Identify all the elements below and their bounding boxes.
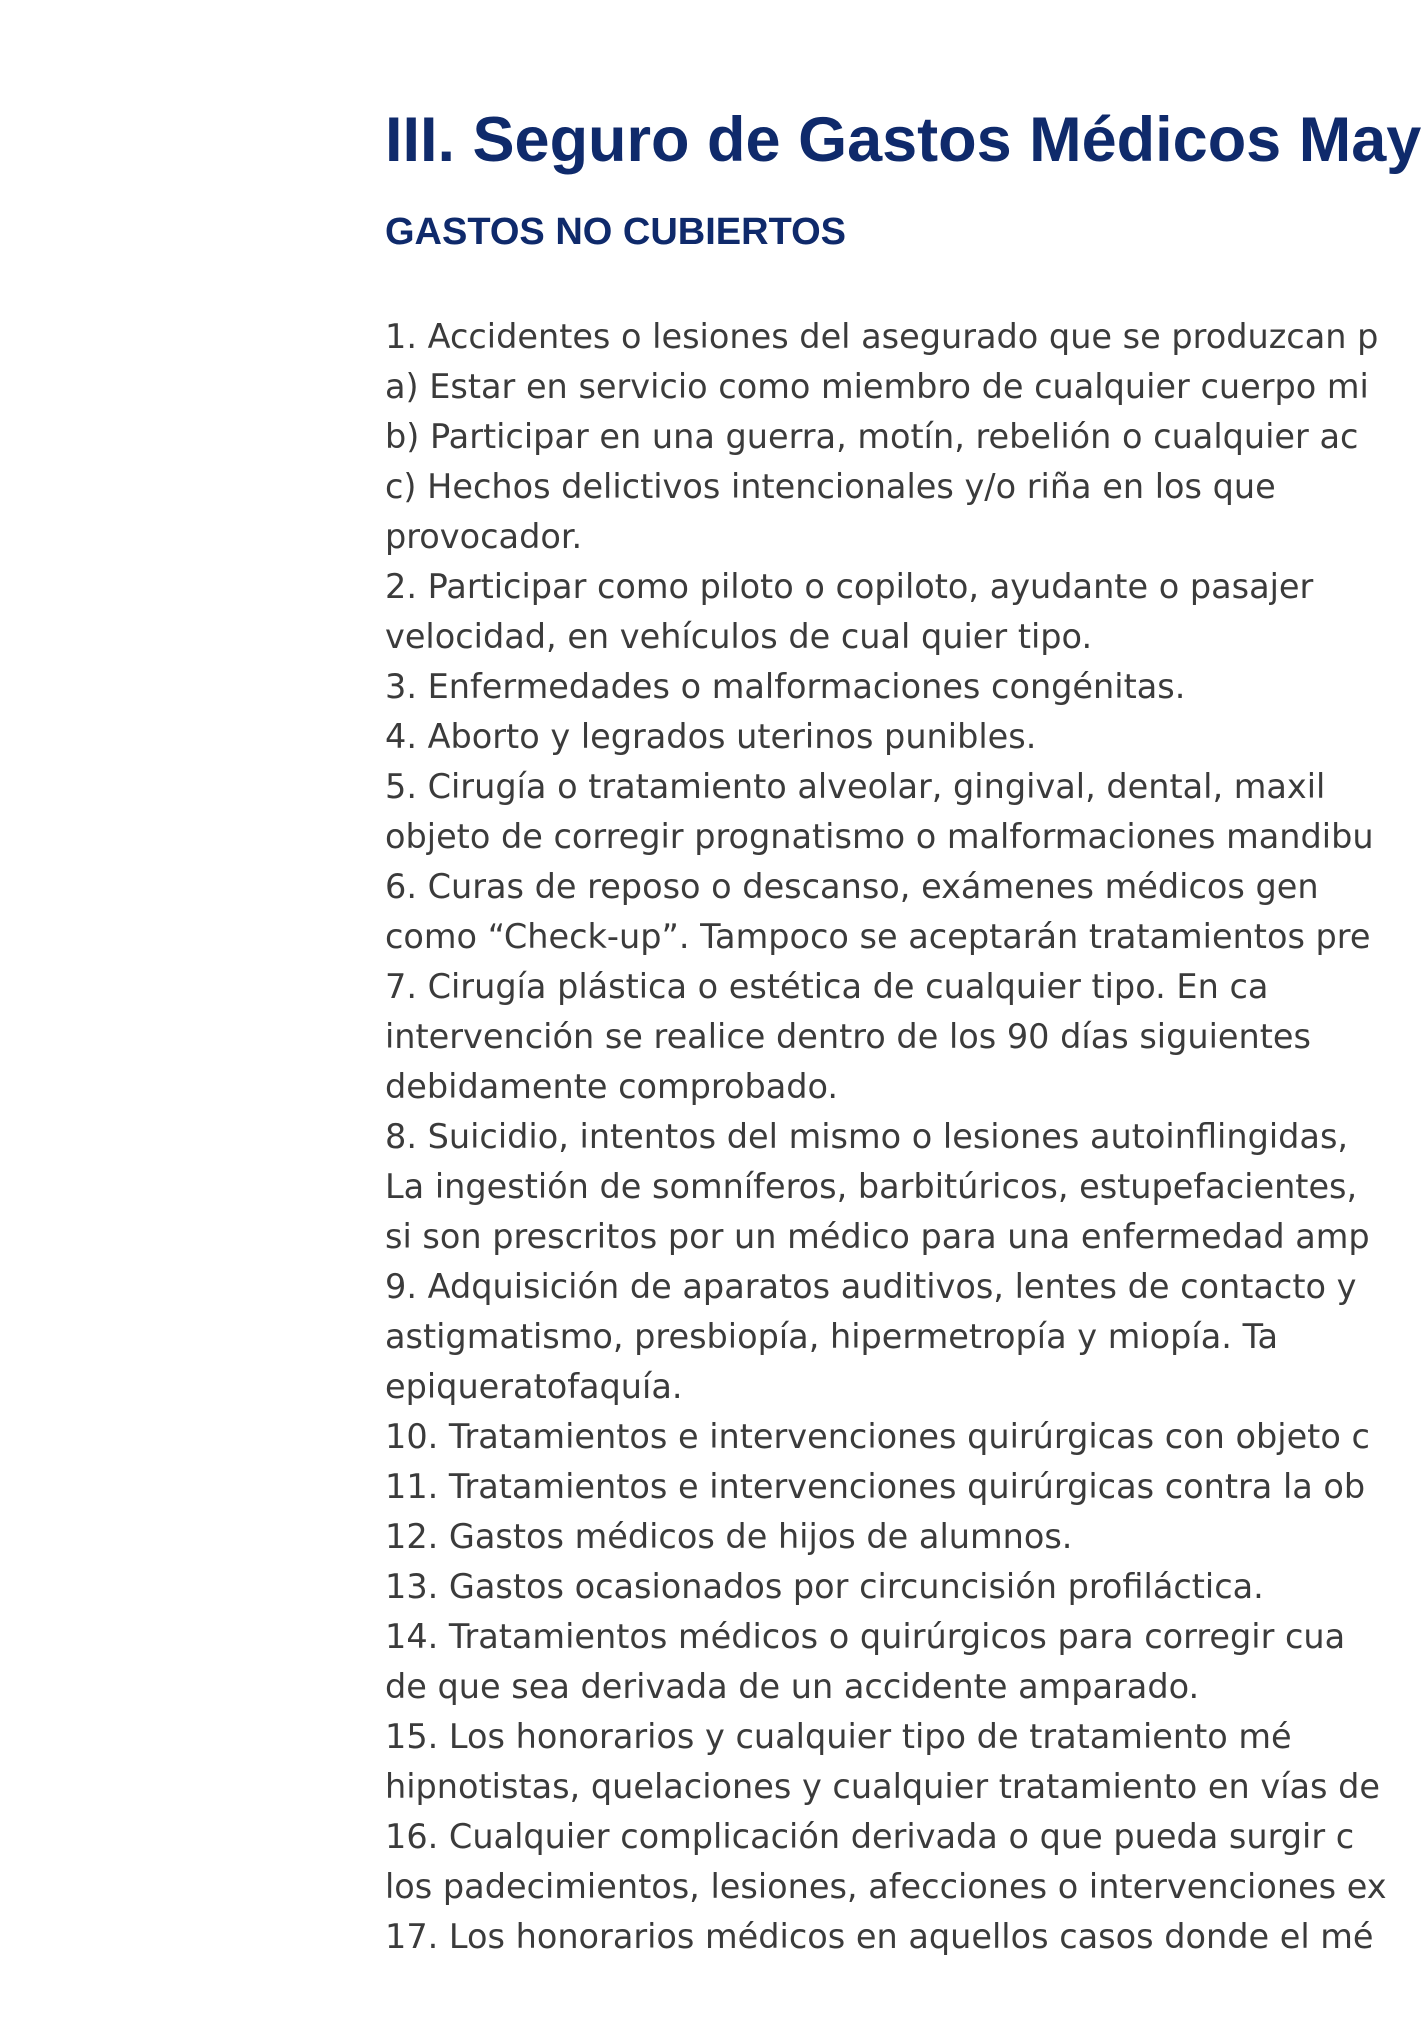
text-line: 10. Tratamientos e intervenciones quirúrgicas con objeto c [385,1417,1370,1456]
text-line: 1. Accidentes o lesiones del asegurado que se produzcan p [385,317,1379,356]
text-line: objeto de corregir prognatismo o malformaciones mandibu [385,817,1374,856]
text-line: 7. Cirugía plástica o estética de cualquier tipo. En ca [385,967,1269,1006]
section-heading: GASTOS NO CUBIERTOS [385,211,846,253]
text-line: 6. Curas de reposo o descanso, exámenes médicos gen [385,867,1319,906]
text-line: de que sea derivada de un accidente amparado. [385,1667,1200,1706]
text-line: 15. Los honorarios y cualquier tipo de tratamiento mé [385,1717,1292,1756]
text-line: velocidad, en vehículos de cual quier tipo. [385,617,1093,656]
text-line: intervención se realice dentro de los 90 días siguientes [385,1017,1311,1056]
text-line: a) Estar en servicio como miembro de cualquier cuerpo mi [385,367,1369,406]
text-line: 12. Gastos médicos de hijos de alumnos. [385,1517,1073,1556]
text-line: La ingestión de somníferos, barbitúricos, estupefacientes, [385,1167,1358,1206]
text-line: hipnotistas, quelaciones y cualquier tratamiento en vías de [385,1767,1381,1806]
text-line: 9. Adquisición de aparatos auditivos, lentes de contacto y [385,1267,1357,1306]
page-title: III. Seguro de Gastos Médicos May [385,105,1422,175]
text-line: b) Participar en una guerra, motín, rebelión o cualquier ac [385,417,1359,456]
text-line: 13. Gastos ocasionados por circuncisión profiláctica. [385,1567,1264,1606]
text-line: provocador. [385,517,583,556]
text-line: 4. Aborto y legrados uterinos punibles. [385,717,1037,756]
text-line: c) Hechos delictivos intencionales y/o riña en los que [385,467,1276,506]
text-line: 16. Cualquier complicación derivada o que pueda surgir c [385,1817,1355,1856]
text-line: 5. Cirugía o tratamiento alveolar, gingival, dental, maxil [385,767,1326,806]
text-line: si son prescritos por un médico para una enfermedad amp [385,1217,1370,1256]
text-line: 14. Tratamientos médicos o quirúrgicos para corregir cua [385,1617,1346,1656]
text-line: 3. Enfermedades o malformaciones congénitas. [385,667,1186,706]
text-line: los padecimientos, lesiones, afecciones o intervenciones ex [385,1867,1387,1906]
exclusions-list [385,312,1387,1962]
text-line: 2. Participar como piloto o copiloto, ayudante o pasajer [385,567,1314,606]
text-line: 17. Los honorarios médicos en aquellos casos donde el mé [385,1917,1374,1956]
text-line: epiqueratofaquía. [385,1367,683,1406]
text-line: debidamente comprobado. [385,1067,839,1106]
text-line: como “Check-up”. Tampoco se aceptarán tratamientos pre [385,917,1371,956]
text-line: 8. Suicidio, intentos del mismo o lesiones autoinflingidas, [385,1117,1349,1156]
text-line: astigmatismo, presbiopía, hipermetropía y miopía. Ta [385,1317,1279,1356]
text-line: 11. Tratamientos e intervenciones quirúrgicas contra la ob [385,1467,1366,1506]
